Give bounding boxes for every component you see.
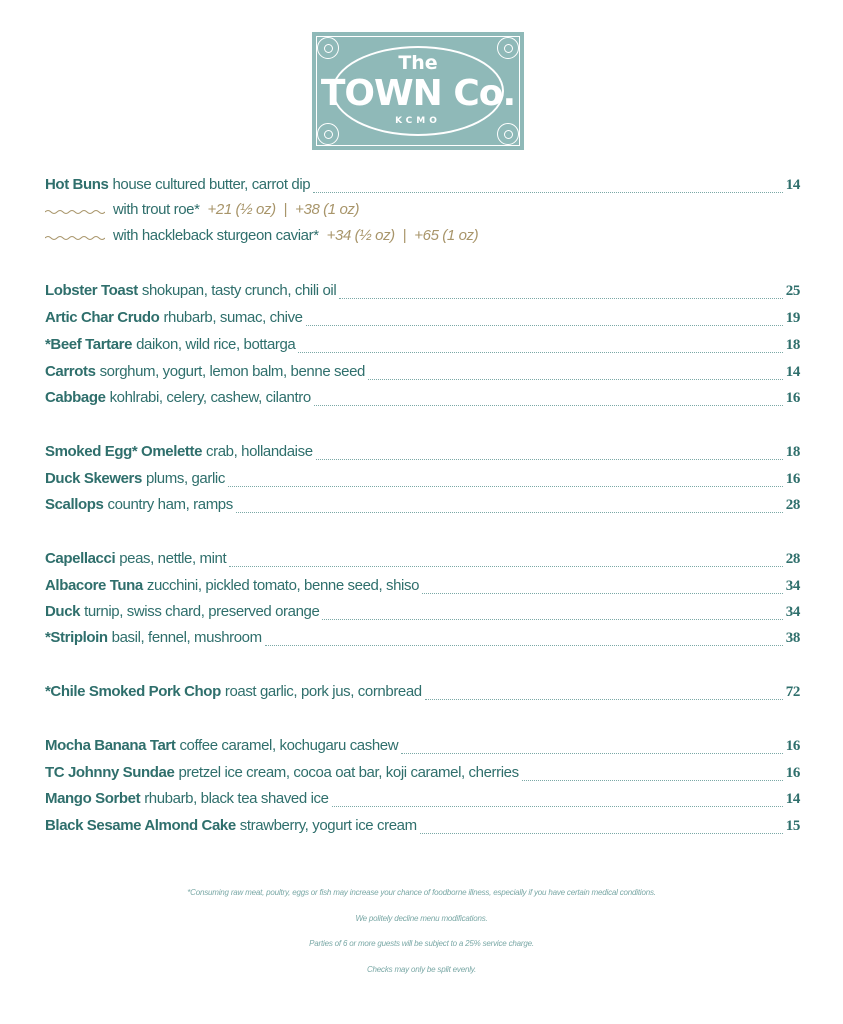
logo-line-1: The — [398, 52, 438, 74]
item-name: Artic Char Crudo — [45, 309, 160, 326]
footer-note: We politely decline menu modifications. — [355, 914, 488, 923]
item-description: roast garlic, pork jus, cornbread — [224, 683, 422, 700]
item-description: rhubarb, sumac, chive — [163, 309, 303, 326]
menu-item — [45, 737, 800, 759]
dot-leader — [265, 644, 783, 646]
logo-ornament-icon — [497, 123, 519, 145]
item-name: Lobster Toast — [45, 282, 138, 299]
item-description: country ham, ramps — [107, 496, 233, 513]
item-description: coffee caramel, kochugaru cashew — [179, 737, 399, 754]
item-price: 14 — [785, 791, 800, 807]
item-price: 28 — [785, 551, 800, 567]
addon-row — [45, 201, 359, 223]
item-description: sorghum, yogurt, lemon balm, benne seed — [99, 363, 365, 380]
menu-item — [45, 309, 800, 331]
item-name: Carrots — [45, 363, 96, 380]
dot-leader — [236, 511, 783, 513]
dot-leader — [522, 779, 783, 781]
item-description: kohlrabi, celery, cashew, cilantro — [109, 389, 311, 406]
menu-item — [45, 577, 800, 599]
item-name: Duck — [45, 603, 81, 620]
item-price: 18 — [785, 337, 800, 353]
item-description: shokupan, tasty crunch, chili oil — [141, 282, 337, 299]
item-name: Mocha Banana Tart — [45, 737, 176, 754]
dot-leader — [313, 191, 783, 193]
item-name: Hot Buns — [45, 176, 109, 193]
dot-leader — [422, 592, 783, 594]
item-price: 15 — [785, 818, 800, 834]
item-price: 34 — [785, 578, 800, 594]
menu-item — [45, 629, 800, 651]
item-description: zucchini, pickled tomato, benne seed, shiso — [146, 577, 420, 594]
dot-leader — [332, 805, 783, 807]
dot-leader — [425, 698, 783, 700]
dot-leader — [314, 404, 783, 406]
item-name: Duck Skewers — [45, 470, 142, 487]
item-name: *Striploin — [45, 629, 108, 646]
item-name: Capellacci — [45, 550, 116, 567]
restaurant-logo — [312, 32, 524, 150]
menu-item — [45, 764, 800, 786]
item-name: Albacore Tuna — [45, 577, 143, 594]
item-name: Smoked Egg* Omelette — [45, 443, 203, 460]
addon-text: with hackleback sturgeon caviar* — [113, 227, 319, 244]
menu-item — [45, 389, 800, 411]
item-name: TC Johnny Sundae — [45, 764, 175, 781]
footer-note: Parties of 6 or more guests will be subject to a 25% service charge. — [309, 939, 534, 948]
item-description: strawberry, yogurt ice cream — [239, 817, 417, 834]
addon-option: +38 (1 oz) — [295, 201, 360, 218]
item-price: 16 — [785, 738, 800, 754]
dot-leader — [420, 832, 783, 834]
footer-disclaimer: *Consuming raw meat, poultry, eggs or fish may increase your chance of foodborne illness, especially if you have certain medical conditions. — [187, 888, 656, 897]
item-description: rhubarb, black tea shaved ice — [144, 790, 329, 807]
item-price: 18 — [785, 444, 800, 460]
menu-item — [45, 496, 800, 518]
item-name: Scallops — [45, 496, 104, 513]
addon-option: +34 (½ oz) — [326, 227, 395, 244]
item-price: 28 — [785, 497, 800, 513]
item-price: 34 — [785, 604, 800, 620]
item-price: 25 — [785, 283, 800, 299]
item-name: Mango Sorbet — [45, 790, 141, 807]
addon-option: +65 (1 oz) — [414, 227, 479, 244]
item-description: house cultured butter, carrot dip — [112, 176, 311, 193]
item-name: Cabbage — [45, 389, 106, 406]
menu-item — [45, 282, 800, 304]
menu-item — [45, 336, 800, 358]
addon-separator: | — [402, 227, 407, 244]
item-description: daikon, wild rice, bottarga — [136, 336, 296, 353]
menu-item — [45, 470, 800, 492]
logo-line-2: TOWN Co. — [320, 73, 516, 114]
dot-leader — [339, 297, 783, 299]
item-description: plums, garlic — [145, 470, 225, 487]
dot-leader — [228, 485, 783, 487]
menu-item — [45, 603, 800, 625]
dot-leader — [229, 565, 783, 567]
dot-leader — [368, 378, 783, 380]
addon-row — [45, 227, 478, 249]
item-price: 16 — [785, 471, 800, 487]
addon-separator: | — [283, 201, 288, 218]
dot-leader — [401, 752, 783, 754]
menu-item — [45, 443, 800, 465]
item-description: turnip, swiss chard, preserved orange — [84, 603, 320, 620]
dot-leader — [298, 351, 782, 353]
item-price: 72 — [785, 684, 800, 700]
item-description: pretzel ice cream, cocoa oat bar, koji caramel, cherries — [178, 764, 519, 781]
item-description: crab, hollandaise — [206, 443, 313, 460]
dot-leader — [322, 618, 782, 620]
logo-ornament-icon — [317, 123, 339, 145]
menu-item — [45, 790, 800, 812]
item-price: 16 — [785, 390, 800, 406]
menu-item — [45, 683, 800, 705]
menu-item — [45, 817, 800, 839]
wave-ornament-icon — [45, 233, 105, 243]
item-name: *Chile Smoked Pork Chop — [45, 683, 221, 700]
menu-item — [45, 363, 800, 385]
item-price: 16 — [785, 765, 800, 781]
item-price: 14 — [785, 364, 800, 380]
item-description: basil, fennel, mushroom — [111, 629, 262, 646]
wave-ornament-icon — [45, 207, 105, 217]
menu-item — [45, 176, 800, 198]
addon-option: +21 (½ oz) — [207, 201, 276, 218]
dot-leader — [316, 458, 783, 460]
logo-line-3: KCMO — [395, 116, 441, 126]
menu-item — [45, 550, 800, 572]
item-price: 14 — [785, 177, 800, 193]
addon-text: with trout roe* — [113, 201, 200, 218]
item-description: peas, nettle, mint — [119, 550, 227, 567]
item-price: 38 — [785, 630, 800, 646]
item-price: 19 — [785, 310, 800, 326]
item-name: *Beef Tartare — [45, 336, 133, 353]
footer-note: Checks may only be split evenly. — [366, 965, 477, 974]
dot-leader — [306, 324, 783, 326]
item-name: Black Sesame Almond Cake — [45, 817, 236, 834]
